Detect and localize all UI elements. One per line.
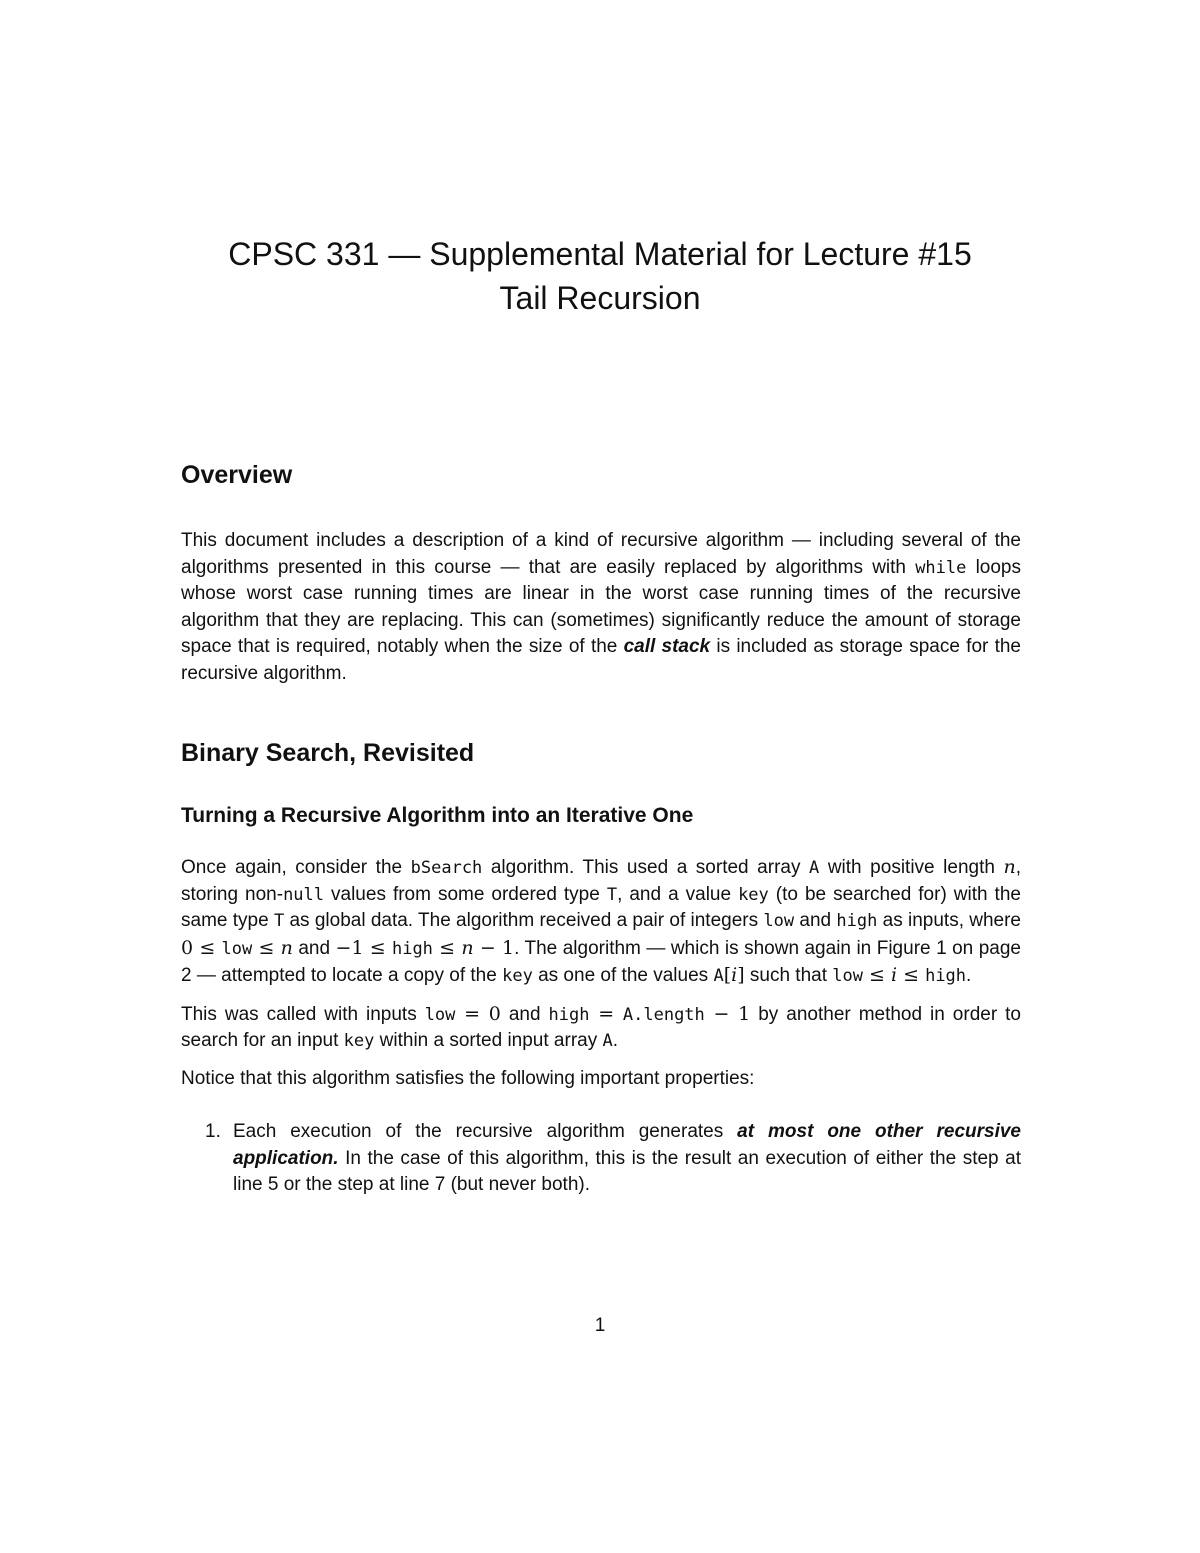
at-most-one-emphasis: at most one other recursive application.: [233, 1121, 1021, 1169]
call-stack-emphasis: call stack: [623, 636, 711, 657]
title-line-2: Tail Recursion: [499, 280, 701, 316]
list-item: 1. Each execution of the recursive algorithm generates at most one other recursive application. In the case of this algorithm, this is the result an execution of either the step at line 5 or the step at line 7 (but never both).: [205, 1121, 1021, 1195]
title-line-1: CPSC 331 — Supplemental Material for Lecture #15: [228, 236, 972, 272]
bsearch-paragraph-2: This was called with inputs low = 0 and high = A.length − 1 by another method in order to search for an input key within a sorted input array A.: [181, 1002, 1021, 1051]
iterative-subheading: Turning a Recursive Algorithm into an Iterative One: [181, 804, 694, 827]
overview-heading: Overview: [181, 461, 293, 489]
document-body: [181, 458, 1021, 1199]
page-number: 1: [594, 1315, 606, 1336]
document-title: [0, 232, 1200, 320]
properties-list: [181, 1119, 1021, 1199]
overview-paragraph: This document includes a description of a kind of recursive algorithm — including several of the algorithms presented in this course — that are easily replaced by algorithms with while loops whose worst case running times are linear in the worst case running times of the recursive algorithm that they are replacing. This can (sometimes) significantly reduce the amount of storage space that is required, notably when the size of the call stack is included as storage space for the recursive algorithm.: [181, 530, 1021, 684]
binary-search-heading: Binary Search, Revisited: [181, 739, 475, 767]
bsearch-paragraph-1: Once again, consider the bSearch algorithm. This used a sorted array A with positive length n, storing non-null values from some ordered type T, and a value key (to be searched for) with the same type T as global data. The algorithm received a pair of integers low and high as inputs, where 0 ≤ low ≤ n and −1 ≤ high ≤ n − 1. The algorithm — which is shown again in Figure 1 on page 2 — attempted to locate a copy of the key as one of the values A[i] such that low ≤ i ≤ high.: [181, 856, 1022, 986]
properties-intro: Notice that this algorithm satisfies the following important properties:: [181, 1067, 755, 1089]
